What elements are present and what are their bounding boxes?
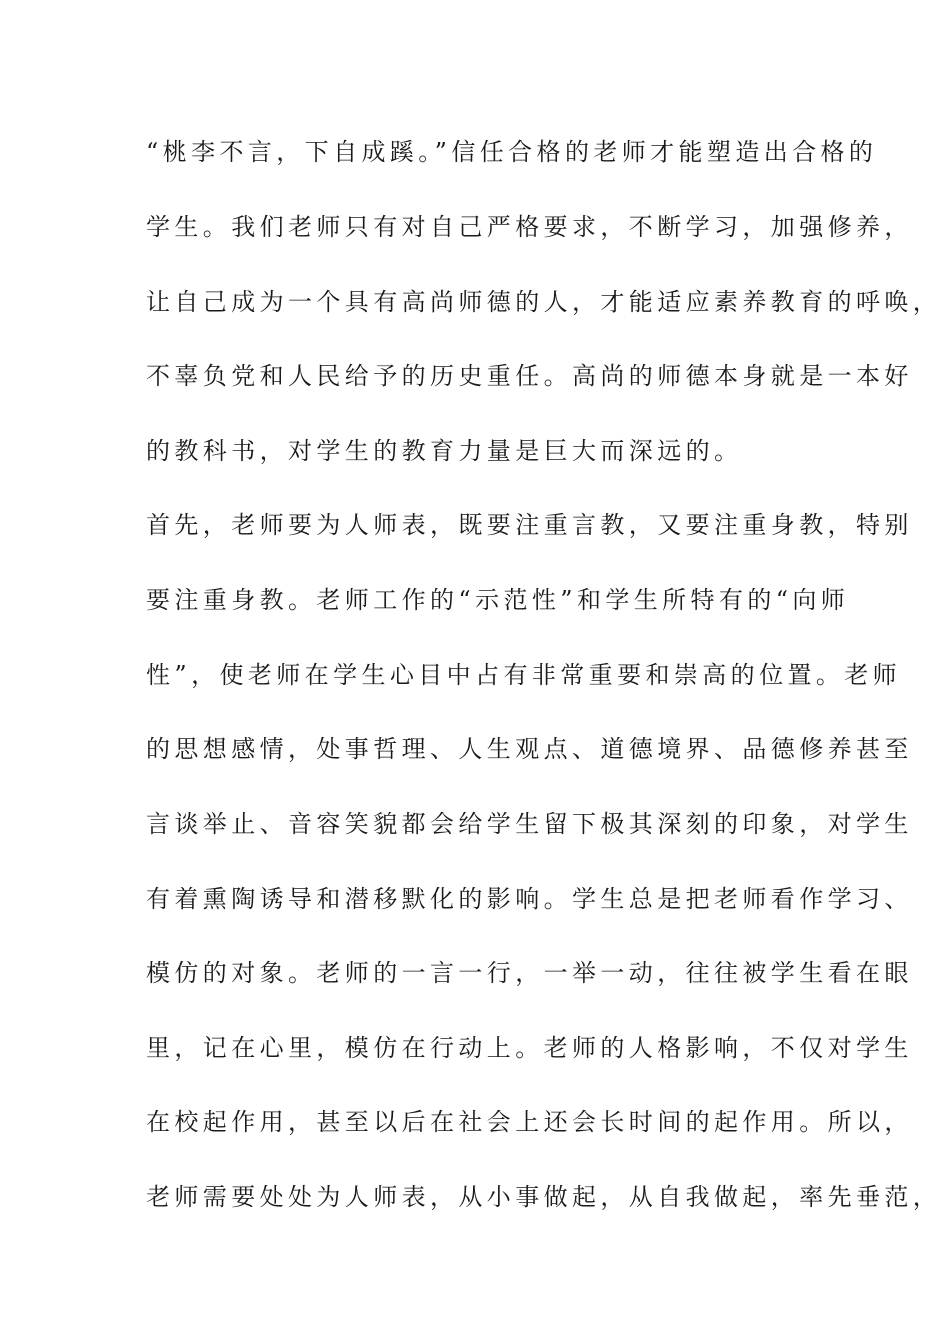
text-line: 里，记在心里，模仿在行动上。老师的人格影响，不仅对学生 (146, 1034, 913, 1062)
text-line: 老师需要处处为人师表，从小事做起，从自我做起，率先垂范， (146, 1183, 942, 1211)
text-line: 有着熏陶诱导和潜移默化的影响。学生总是把老师看作学习、 (146, 885, 913, 913)
text-line: 要注重身教。老师工作的“示范性”和学生所特有的“向师 (146, 586, 850, 614)
text-line: 模仿的对象。老师的一言一行，一举一动，往往被学生看在眼 (146, 959, 913, 987)
text-line: 言谈举止、音容笑貌都会给学生留下极其深刻的印象，对学生 (146, 810, 913, 838)
text-line: 首先，老师要为人师表，既要注重言教，又要注重身教，特别 (146, 511, 913, 539)
text-line: 的教科书，对学生的教育力量是巨大而深远的。 (146, 437, 743, 465)
text-line: 不辜负党和人民给予的历史重任。高尚的师德本身就是一本好 (146, 362, 913, 390)
text-line: 性”，使老师在学生心目中占有非常重要和崇高的位置。老师 (146, 661, 902, 689)
text-line: 的思想感情，处事哲理、人生观点、道德境界、品德修养甚至 (146, 735, 913, 763)
text-line: 让自己成为一个具有高尚师德的人，才能适应素养教育的呼唤， (146, 288, 942, 316)
text-line: “桃李不言，下自成蹊。”信任合格的老师才能塑造出合格的 (146, 138, 878, 166)
text-line: 学生。我们老师只有对自己严格要求，不断学习，加强修养， (146, 213, 913, 241)
text-line: 在校起作用，甚至以后在社会上还会长时间的起作用。所以， (146, 1108, 913, 1136)
